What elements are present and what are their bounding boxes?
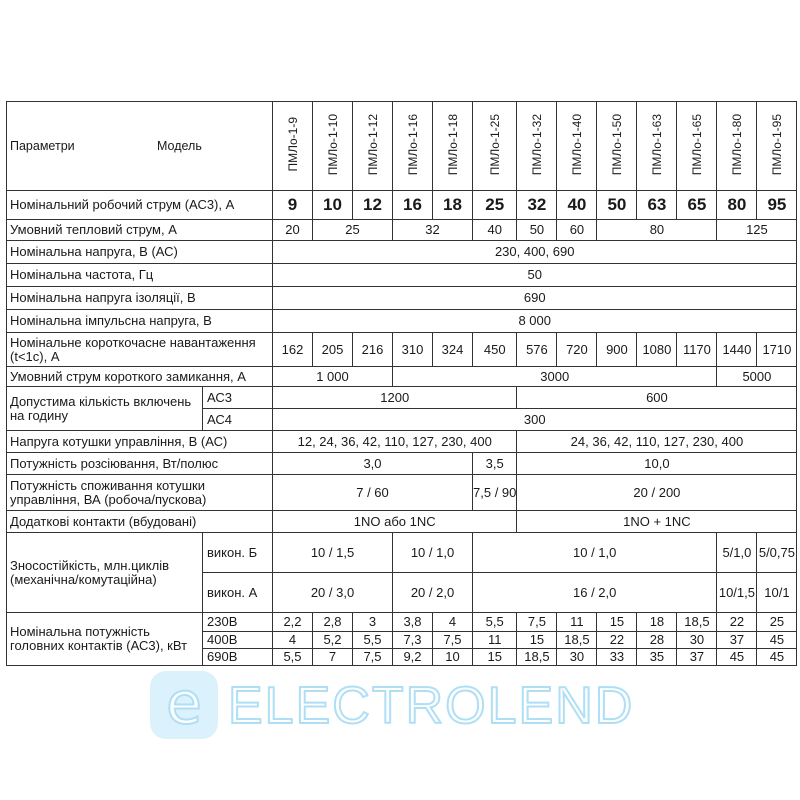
value-cell: 10 [433, 649, 473, 666]
value-cell: 10 / 1,0 [473, 533, 717, 573]
value-cell: 12 [353, 191, 393, 220]
value-cell: 7,3 [393, 632, 433, 649]
model-header: ПМЛо-1-40 [557, 102, 597, 191]
value-cell: 40 [473, 220, 517, 241]
model-header: ПМЛо-1-10 [313, 102, 353, 191]
model-header: ПМЛо-1-25 [473, 102, 517, 191]
sub-label: викон. Б [203, 533, 273, 573]
value-cell: 1710 [757, 333, 797, 367]
value-cell: 690 [273, 287, 797, 310]
model-label: Модель [157, 139, 202, 153]
value-cell: 5/1,0 [717, 533, 757, 573]
value-cell: 60 [557, 220, 597, 241]
row-label: Потужність споживання котушки управління, ВА (робоча/пускова) [7, 475, 273, 511]
watermark-letter: e [166, 669, 202, 737]
value-cell: 5000 [717, 367, 797, 387]
watermark-text: ELECTROLEND [228, 677, 635, 735]
value-cell: 12, 24, 36, 42, 110, 127, 230, 400 [273, 431, 517, 453]
value-cell: 18,5 [557, 632, 597, 649]
value-cell: 10,0 [517, 453, 797, 475]
sub-label: викон. А [203, 573, 273, 613]
row-label: Умовний струм короткого замикання, А [7, 367, 273, 387]
value-cell: 28 [637, 632, 677, 649]
value-cell: 8 000 [273, 310, 797, 333]
value-cell: 18,5 [677, 613, 717, 632]
row-label: Умовний тепловий струм, А [7, 220, 273, 241]
value-cell: 2,8 [313, 613, 353, 632]
value-cell: 40 [557, 191, 597, 220]
value-cell: 15 [473, 649, 517, 666]
value-cell: 3 [353, 613, 393, 632]
value-cell: 20 / 3,0 [273, 573, 393, 613]
value-cell: 35 [637, 649, 677, 666]
value-cell: 7 / 60 [273, 475, 473, 511]
row-label: Номінальна напруга ізоляції, В [7, 287, 273, 310]
value-cell: 16 [393, 191, 433, 220]
value-cell: 9 [273, 191, 313, 220]
value-cell: 10/1 [757, 573, 797, 613]
value-cell: 3,8 [393, 613, 433, 632]
row-label: Номінальна імпульсна напруга, В [7, 310, 273, 333]
value-cell: 30 [677, 632, 717, 649]
value-cell: 1NO або 1NC [273, 511, 517, 533]
value-cell: 80 [717, 191, 757, 220]
value-cell: 10 / 1,0 [393, 533, 473, 573]
value-cell: 7,5 [433, 632, 473, 649]
value-cell: 576 [517, 333, 557, 367]
value-cell: 30 [557, 649, 597, 666]
value-cell: 16 / 2,0 [473, 573, 717, 613]
row-label: Напруга котушки управління, В (АС) [7, 431, 273, 453]
model-header: ПМЛо-1-9 [273, 102, 313, 191]
value-cell: 230, 400, 690 [273, 241, 797, 264]
value-cell: 5,5 [473, 613, 517, 632]
row-label: Потужність розсіювання, Вт/полюс [7, 453, 273, 475]
value-cell: 15 [597, 613, 637, 632]
value-cell: 22 [717, 613, 757, 632]
value-cell: 50 [597, 191, 637, 220]
row-label: Зносостійкість, млн.циклів (механічна/комутаційна) [7, 533, 203, 613]
header-cell [7, 102, 273, 191]
value-cell: 50 [517, 220, 557, 241]
value-cell: 310 [393, 333, 433, 367]
row-label: Номінальний робочий струм (АС3), А [7, 191, 273, 220]
value-cell: 3,5 [473, 453, 517, 475]
value-cell: 324 [433, 333, 473, 367]
model-header: ПМЛо-1-32 [517, 102, 557, 191]
value-cell: 7,5 [353, 649, 393, 666]
electrolend-watermark [150, 665, 670, 745]
sub-label: АС3 [203, 387, 273, 409]
value-cell: 10/1,5 [717, 573, 757, 613]
value-cell: 3000 [393, 367, 717, 387]
spec-table [6, 101, 797, 666]
value-cell: 15 [517, 632, 557, 649]
value-cell: 7 [313, 649, 353, 666]
model-header: ПМЛо-1-95 [757, 102, 797, 191]
value-cell: 4 [273, 632, 313, 649]
value-cell: 3,0 [273, 453, 473, 475]
value-cell: 5,2 [313, 632, 353, 649]
row-label: Номінальна частота, Гц [7, 264, 273, 287]
value-cell: 63 [637, 191, 677, 220]
value-cell: 37 [677, 649, 717, 666]
value-cell: 24, 36, 42, 110, 127, 230, 400 [517, 431, 797, 453]
value-cell: 1200 [273, 387, 517, 409]
value-cell: 18 [433, 191, 473, 220]
value-cell: 600 [517, 387, 797, 409]
value-cell: 205 [313, 333, 353, 367]
value-cell: 300 [273, 409, 797, 431]
row-label: Номінальна напруга, В (АС) [7, 241, 273, 264]
value-cell: 45 [757, 649, 797, 666]
value-cell: 900 [597, 333, 637, 367]
model-header: ПМЛо-1-50 [597, 102, 637, 191]
params-label: Параметри [10, 139, 75, 153]
value-cell: 20 / 200 [517, 475, 797, 511]
value-cell: 9,2 [393, 649, 433, 666]
value-cell: 2,2 [273, 613, 313, 632]
value-cell: 18,5 [517, 649, 557, 666]
value-cell: 125 [717, 220, 797, 241]
value-cell: 20 / 2,0 [393, 573, 473, 613]
value-cell: 7,5 / 90 [473, 475, 517, 511]
value-cell: 37 [717, 632, 757, 649]
row-label: Допустима кількість включень на годину [7, 387, 203, 431]
value-cell: 720 [557, 333, 597, 367]
model-header: ПМЛо-1-18 [433, 102, 473, 191]
value-cell: 45 [717, 649, 757, 666]
value-cell: 22 [597, 632, 637, 649]
value-cell: 216 [353, 333, 393, 367]
value-cell: 25 [757, 613, 797, 632]
value-cell: 95 [757, 191, 797, 220]
value-cell: 1080 [637, 333, 677, 367]
row-label: Номінальна потужність головних контактів (АС3), кВт [7, 613, 203, 666]
value-cell: 25 [313, 220, 393, 241]
value-cell: 45 [757, 632, 797, 649]
value-cell: 450 [473, 333, 517, 367]
sub-label: 400В [203, 632, 273, 649]
value-cell: 5,5 [273, 649, 313, 666]
value-cell: 33 [597, 649, 637, 666]
row-label: Додаткові контакти (вбудовані) [7, 511, 273, 533]
sub-label: 690В [203, 649, 273, 666]
model-header: ПМЛо-1-16 [393, 102, 433, 191]
value-cell: 32 [517, 191, 557, 220]
value-cell: 18 [637, 613, 677, 632]
value-cell: 5,5 [353, 632, 393, 649]
value-cell: 4 [433, 613, 473, 632]
model-header: ПМЛо-1-65 [677, 102, 717, 191]
row-label: Номінальне короткочасне навантаження (t<1c), А [7, 333, 273, 367]
value-cell: 1170 [677, 333, 717, 367]
value-cell: 80 [597, 220, 717, 241]
model-header: ПМЛо-1-12 [353, 102, 393, 191]
value-cell: 10 [313, 191, 353, 220]
value-cell: 11 [473, 632, 517, 649]
model-header: ПМЛо-1-80 [717, 102, 757, 191]
value-cell: 65 [677, 191, 717, 220]
value-cell: 10 / 1,5 [273, 533, 393, 573]
sub-label: АС4 [203, 409, 273, 431]
value-cell: 32 [393, 220, 473, 241]
value-cell: 7,5 [517, 613, 557, 632]
value-cell: 1 000 [273, 367, 393, 387]
value-cell: 20 [273, 220, 313, 241]
value-cell: 1NO + 1NC [517, 511, 797, 533]
value-cell: 162 [273, 333, 313, 367]
value-cell: 50 [273, 264, 797, 287]
value-cell: 5/0,75 [757, 533, 797, 573]
value-cell: 11 [557, 613, 597, 632]
value-cell: 25 [473, 191, 517, 220]
model-header: ПМЛо-1-63 [637, 102, 677, 191]
value-cell: 1440 [717, 333, 757, 367]
sub-label: 230В [203, 613, 273, 632]
